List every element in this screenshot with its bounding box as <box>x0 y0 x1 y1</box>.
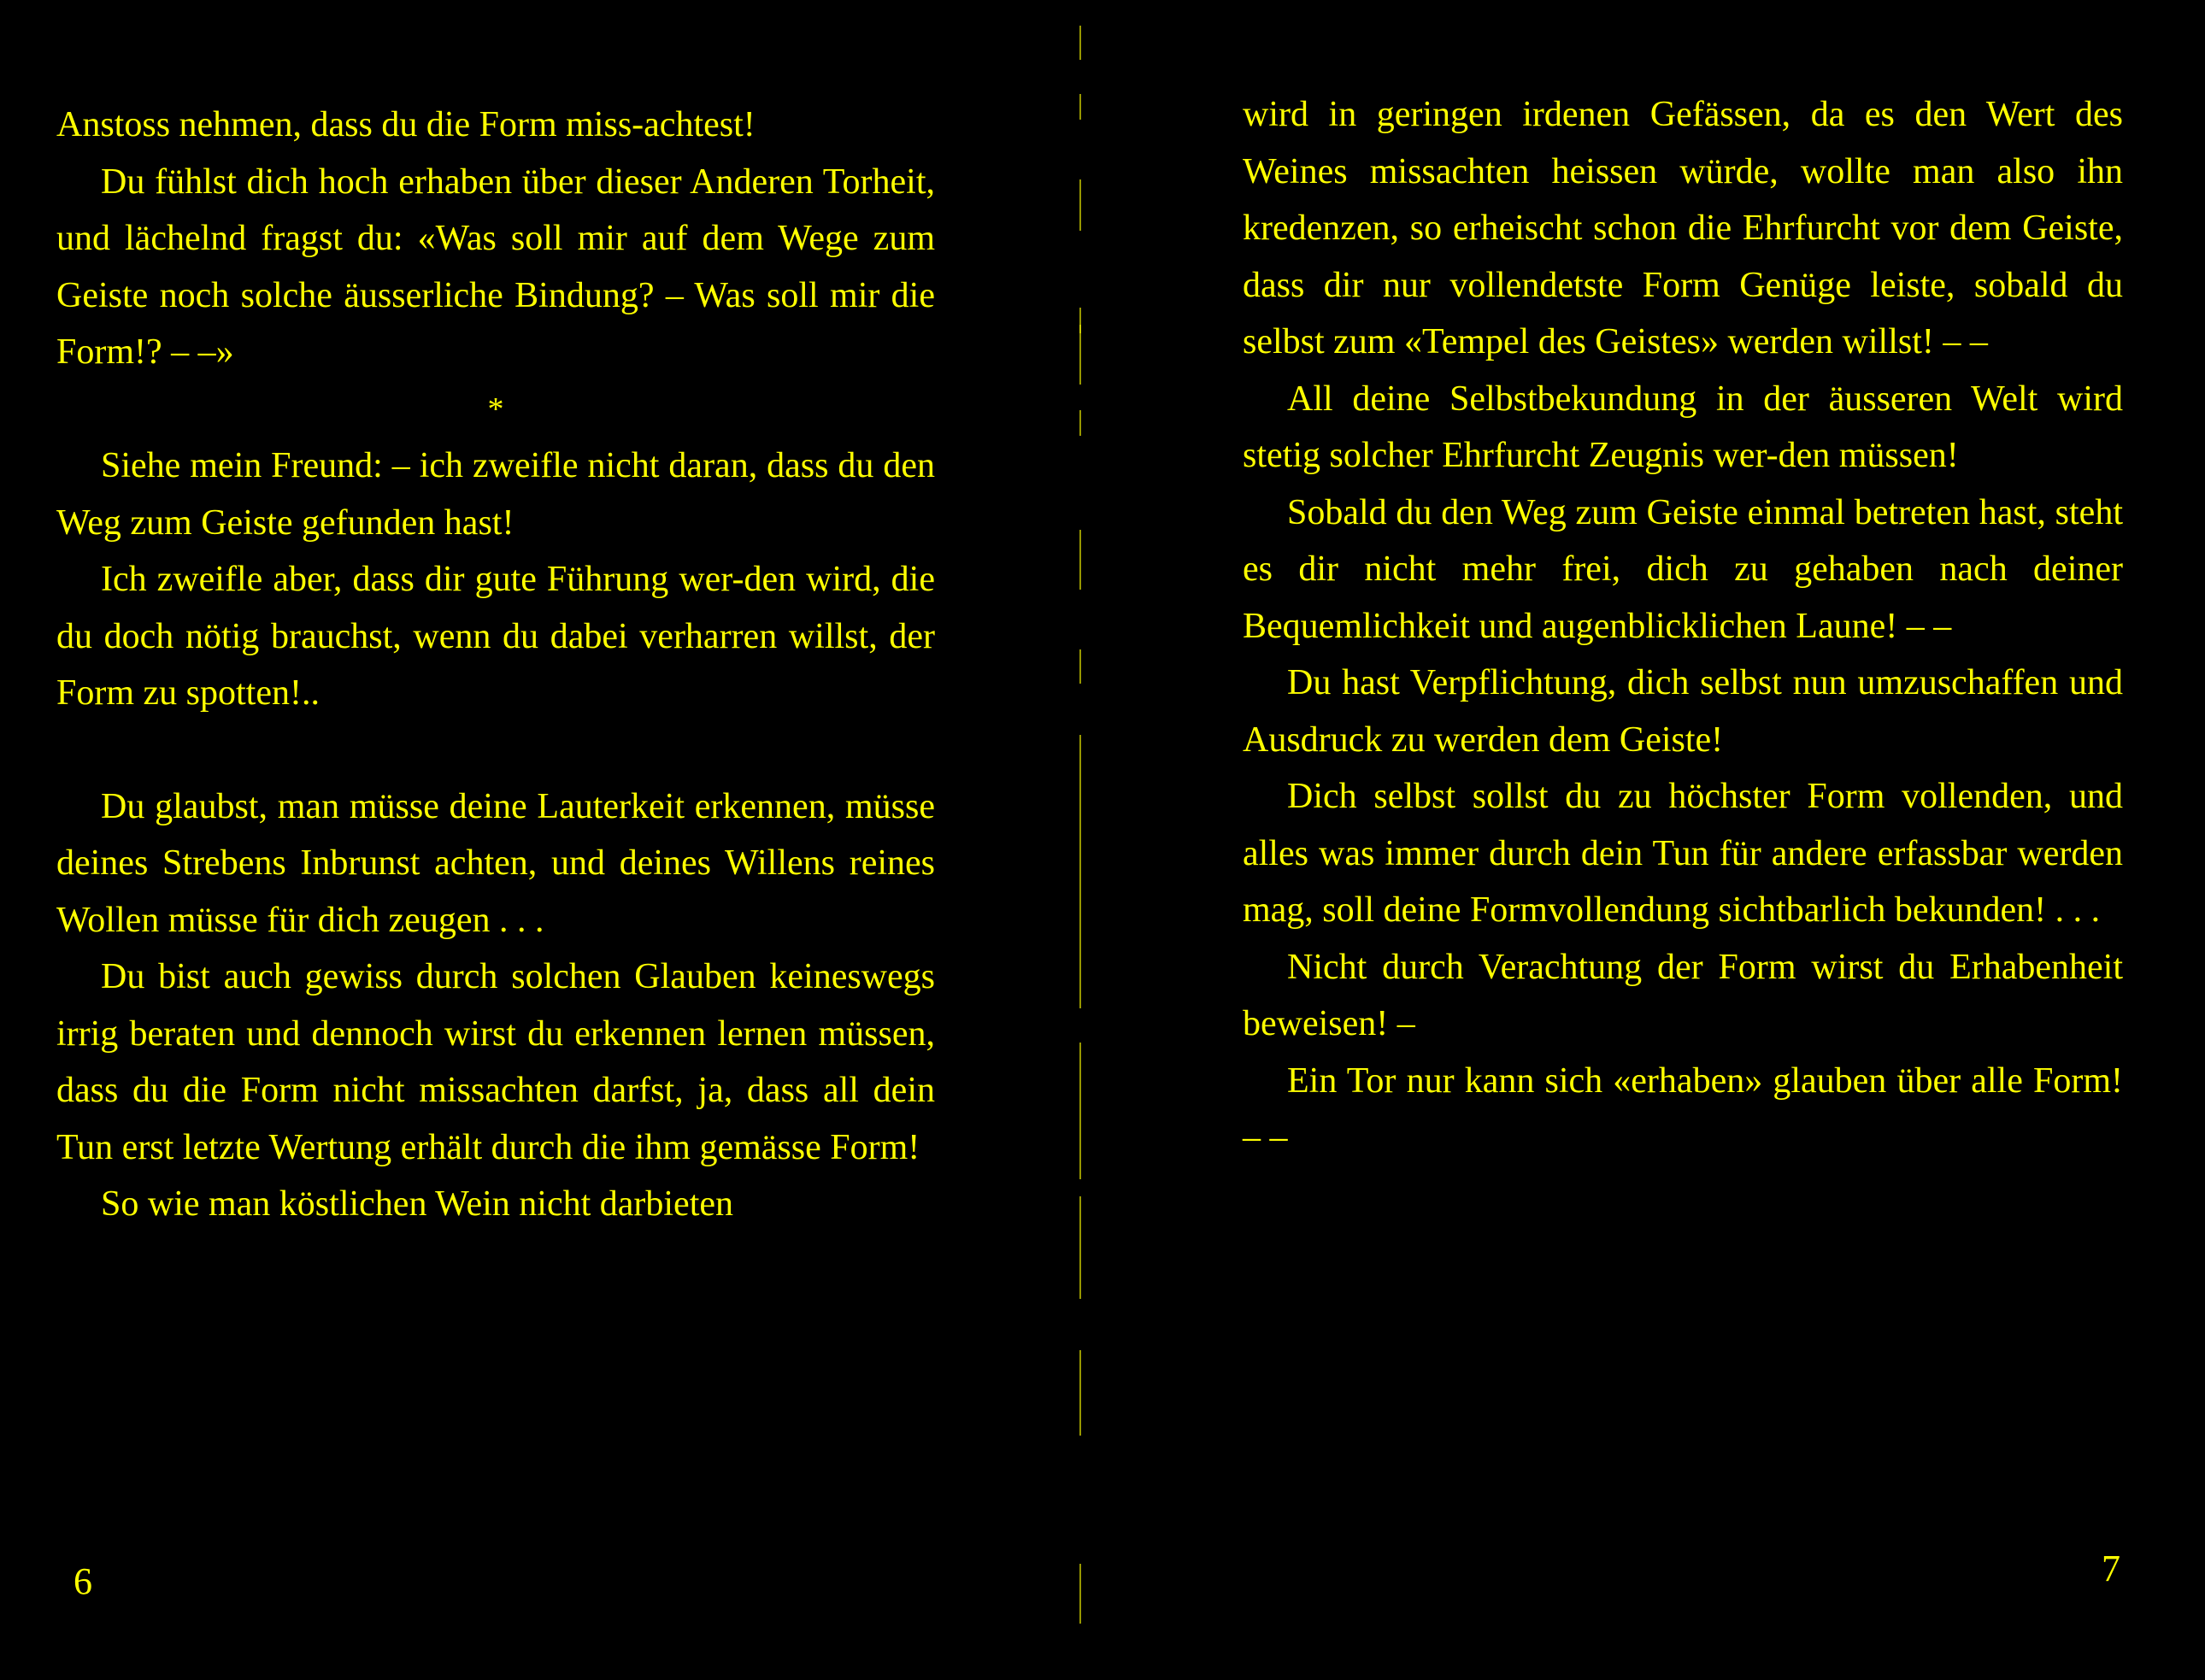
section-separator: * <box>487 391 504 427</box>
paragraph: Du hast Verpflichtung, dich selbst nun umzuschaffen und Ausdruck zu werden dem Geiste! <box>1243 663 2123 760</box>
right-page-text <box>1243 86 2123 1166</box>
paragraph: So wie man köstlichen Wein nicht darbieten <box>101 1184 734 1224</box>
book-gutter <box>1073 17 1090 1641</box>
paragraph: Sobald du den Weg zum Geiste einmal betreten hast, steht es dir nicht mehr frei, dich zu gehaben nach deiner Bequemlichkeit und augenblicklichen Laune! – – <box>1243 492 2123 646</box>
left-page-text <box>56 97 935 1233</box>
left-page <box>0 0 1077 1680</box>
paragraph: Du bist auch gewiss durch solchen Glauben keineswegs irrig beraten und dennoch wirst du erkennen lernen müssen, dass du die Form nicht missachten darfst, ja, dass all dein Tun erst letzte Wertung erhält durch die ihm gemässe Form! <box>56 957 935 1167</box>
paragraph: Du fühlst dich hoch erhaben über dieser Anderen Torheit, und lächelnd fragst du: «Was soll mir auf dem Wege zum Geiste noch solche äusserliche Bindung? – Was soll mir die Form!? – –» <box>56 162 935 372</box>
page-number-right: 7 <box>2102 1548 2120 1589</box>
paragraph: Ein Tor nur kann sich «erhaben» glauben über alle Form! – – <box>1243 1060 2123 1157</box>
paragraph: All deine Selbstbekundung in der äusseren Welt wird stetig solcher Ehrfurcht Zeugnis wer-den müssen! <box>1243 379 2123 475</box>
paragraph: Dich selbst sollst du zu höchster Form vollenden, und alles was immer durch dein Tun für andere erfassbar werden mag, soll deine Formvollendung sichtbarlich bekunden! . . . <box>1243 777 2123 930</box>
page-number-left: 6 <box>74 1560 92 1602</box>
paragraph: Ich zweifle aber, dass dir gute Führung wer-den wird, die du doch nötig brauchst, wenn du dabei verharren willst, der Form zu spotten!.. <box>56 560 935 713</box>
paragraph: wird in geringen irdenen Gefässen, da es den Wert des Weines missachten heissen würde, wollte man also ihn kredenzen, so erheischt schon die Ehrfurcht vor dem Geiste, dass dir nur vollendetste Form Genüge leiste, sobald du selbst zum «Tempel des Geistes» werden willst! – – <box>1243 95 2123 361</box>
paragraph: Nicht durch Verachtung der Form wirst du Erhabenheit beweisen! – <box>1243 947 2123 1043</box>
paragraph: Du glaubst, man müsse deine Lauterkeit erkennen, müsse deines Strebens Inbrunst achten, und deines Willens reines Wollen müsse für dich zeugen . . . <box>56 786 935 940</box>
paragraph: Anstoss nehmen, dass du die Form miss-achtest! <box>56 105 756 144</box>
paragraph: Siehe mein Freund: – ich zweifle nicht daran, dass du den Weg zum Geiste gefunden hast! <box>56 446 935 543</box>
